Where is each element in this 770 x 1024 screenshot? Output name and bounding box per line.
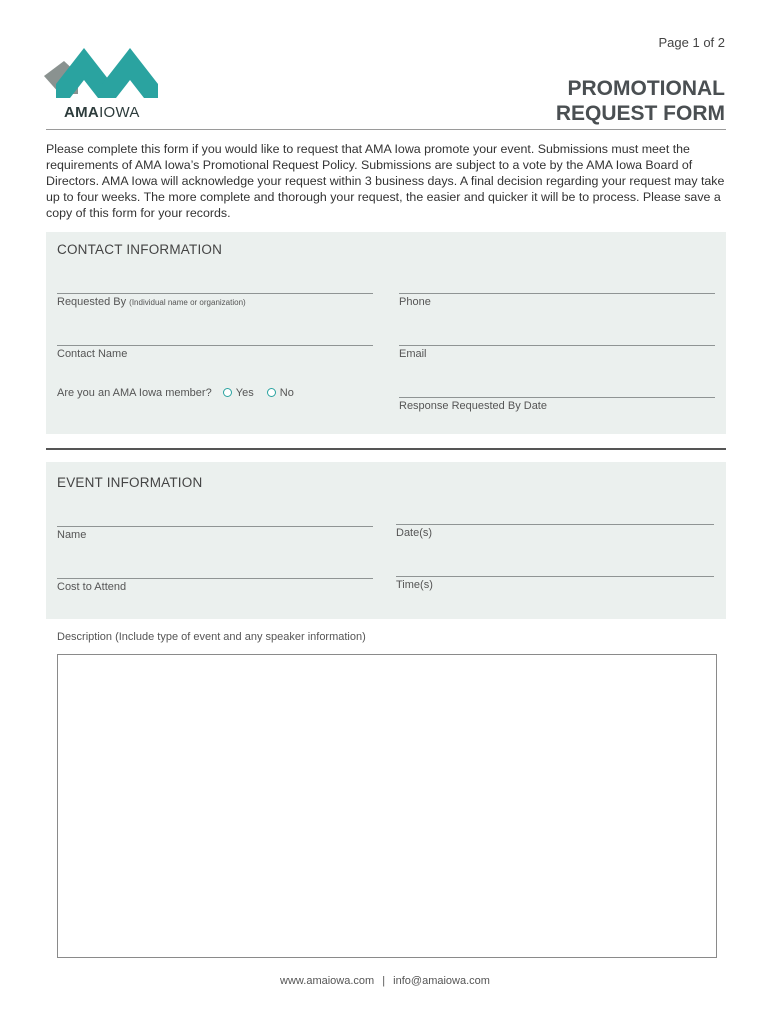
email-field[interactable] (399, 345, 715, 346)
footer-email[interactable]: info@amaiowa.com (393, 975, 490, 987)
cost-to-attend-label: Cost to Attend (57, 581, 127, 593)
page-indicator: Page 1 of 2 (658, 35, 725, 50)
footer-website[interactable]: www.amaiowa.com (280, 975, 375, 987)
requested-by-label: Requested By (Individual name or organization) (57, 296, 246, 308)
intro-paragraph: Please complete this form if you would like to request that AMA Iowa promote your event. Submissions must meet the requirements of AMA Iowa’s Promotional Request Policy. Submissions are subject to a vote by the AMA Iowa Board of Directors. AMA Iowa will acknowledge your request within 3 business days. A final decision regarding your request may take up to four weeks. The more complete and thorough your request, the easier and quicker it will be to process. Please save a copy of this form for your records. (46, 142, 725, 220)
event-information-section (46, 462, 726, 619)
description-textarea[interactable] (57, 654, 717, 958)
email-label: Email (399, 348, 427, 360)
section-divider (46, 448, 726, 450)
logo-teal-right-shape (102, 48, 158, 98)
member-yes-radio[interactable] (223, 388, 232, 397)
response-date-label: Response Requested By Date (399, 400, 547, 412)
contact-information-section (46, 232, 726, 434)
member-no-option[interactable]: No (267, 387, 294, 399)
member-no-radio[interactable] (267, 388, 276, 397)
event-dates-label: Date(s) (396, 527, 433, 539)
form-title: PROMOTIONAL REQUEST FORM (555, 77, 725, 125)
description-label: Description (Include type of event and any speaker information) (57, 631, 366, 643)
requested-by-field[interactable] (57, 293, 373, 294)
phone-field[interactable] (399, 293, 715, 294)
member-yes-option[interactable]: Yes (223, 387, 254, 399)
footer-separator: | (382, 975, 386, 987)
event-section-title: EVENT INFORMATION (57, 475, 203, 490)
contact-name-field[interactable] (57, 345, 373, 346)
response-date-field[interactable] (399, 397, 715, 398)
event-times-label: Time(s) (396, 579, 433, 591)
member-question: Are you an AMA Iowa member? Yes No (57, 387, 294, 399)
event-name-label: Name (57, 529, 87, 541)
event-times-field[interactable] (396, 576, 714, 577)
footer-contact (0, 975, 770, 987)
logo-wordmark: AMAIOWA (64, 104, 140, 121)
contact-section-title: CONTACT INFORMATION (57, 242, 223, 257)
cost-to-attend-field[interactable] (57, 578, 373, 579)
header-divider (46, 129, 726, 130)
contact-name-label: Contact Name (57, 348, 128, 360)
event-name-field[interactable] (57, 526, 373, 527)
event-dates-field[interactable] (396, 524, 714, 525)
phone-label: Phone (399, 296, 431, 308)
